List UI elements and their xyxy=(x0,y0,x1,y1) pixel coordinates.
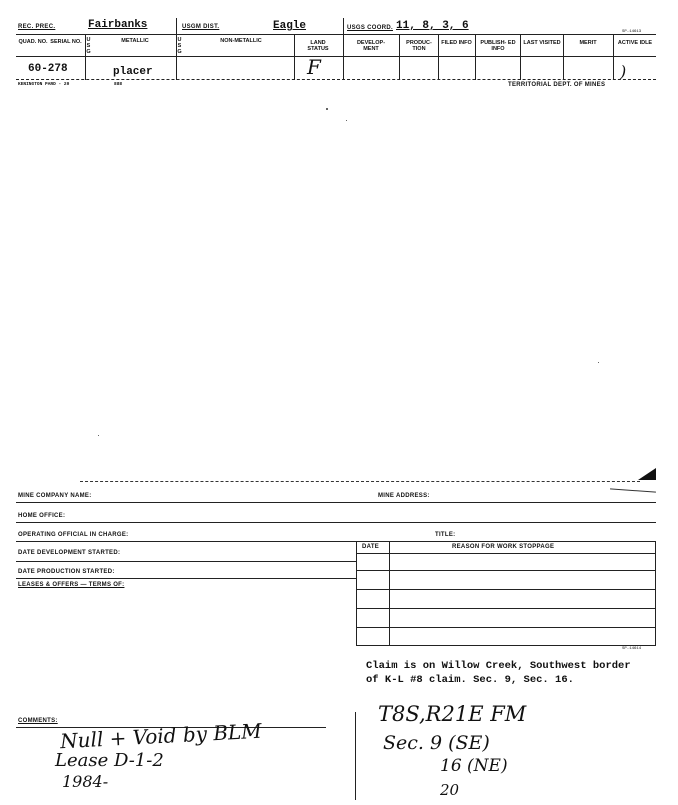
handwritten-comment-line-1: Null + Void by BLM xyxy=(59,718,263,754)
mine-company-name-label: MINE COMPANY NAME: xyxy=(18,493,92,499)
typed-note-line-2: of K-L #8 claim. Sec. 9, Sec. 16. xyxy=(366,674,574,686)
scan-speck xyxy=(598,362,599,363)
corner-stroke xyxy=(610,488,656,492)
col-usg: U S G xyxy=(86,37,91,55)
col-non-metallic: NON-METALLIC xyxy=(220,38,262,44)
scan-speck xyxy=(346,120,347,121)
date-development-label: DATE DEVELOPMENT STARTED: xyxy=(18,550,121,556)
row-land-status-value: F xyxy=(307,55,321,79)
handwritten-location-line-4: 20 xyxy=(440,781,460,799)
col-merit: MERIT xyxy=(579,40,597,46)
handwritten-location-line-3: 16 (NE) xyxy=(440,756,508,776)
col-last-visited: LAST VISITED xyxy=(523,40,561,46)
col-filed-info: FILED INFO xyxy=(441,40,472,46)
operating-official-label: OPERATING OFFICIAL IN CHARGE: xyxy=(18,532,129,538)
col-production: PRODUC- TION xyxy=(406,40,432,52)
rec-prec-value: Fairbanks xyxy=(88,19,148,31)
row-metallic-value: placer xyxy=(113,66,153,78)
stoppage-date-header: DATE xyxy=(362,544,380,550)
handwritten-comment-line-3: 1984- xyxy=(62,772,109,791)
scan-speck xyxy=(98,435,99,436)
usgs-coord-label: USGS COORD. xyxy=(347,25,393,31)
leases-label: LEASES & OFFERS — TERMS OF: xyxy=(18,582,125,588)
scan-speck xyxy=(326,108,328,110)
col-active-idle: ACTIVE IDLE xyxy=(617,40,653,46)
form-number-top: SP-14613 xyxy=(622,30,642,34)
rec-prec-label: REC. PREC. xyxy=(18,24,56,30)
row-serial-value: 60-278 xyxy=(28,63,68,75)
col-land-status: LAND STATUS xyxy=(307,40,329,52)
printer-line: KENINGTON PARD - 20 xyxy=(18,82,70,87)
stoppage-reason-header: REASON FOR WORK STOPPAGE xyxy=(452,544,555,550)
usgm-dist-label: USGM DIST. xyxy=(182,24,220,30)
usgs-coord-value: 11, 8, 3, 6 xyxy=(396,20,469,32)
corner-mark xyxy=(638,468,656,480)
date-production-label: DATE PRODUCTION STARTED: xyxy=(18,569,115,575)
col-usg-2: U S G xyxy=(177,37,182,55)
usgm-dist-value: Eagle xyxy=(273,20,307,32)
col-serial-no: SERIAL NO. xyxy=(50,39,82,45)
col-development: DEVELOP- MENT xyxy=(356,40,386,52)
handwritten-location-line-2: Sec. 9 (SE) xyxy=(383,732,490,754)
col-published-info: PUBLISH- ED INFO xyxy=(480,40,516,52)
handwritten-comment-line-2: Lease D-1-2 xyxy=(55,750,164,771)
home-office-label: HOME OFFICE: xyxy=(18,513,66,519)
mine-address-label: MINE ADDRESS: xyxy=(378,493,430,499)
col-quad-no: QUAD. NO. xyxy=(18,39,48,45)
row-active-idle-mark: ) xyxy=(620,62,627,81)
title-label: TITLE: xyxy=(435,532,456,538)
department-label: TERRITORIAL DEPT. OF MINES xyxy=(508,82,606,88)
form-number-bottom: SP-14614 xyxy=(622,647,642,651)
handwritten-location-line-1: T8S,R21E FM xyxy=(378,702,527,726)
comments-label: COMMENTS: xyxy=(18,718,58,724)
col-metallic: METALLIC xyxy=(121,38,149,44)
typed-note-line-1: Claim is on Willow Creek, Southwest border xyxy=(366,660,631,672)
printer-code: 888 xyxy=(114,82,123,87)
